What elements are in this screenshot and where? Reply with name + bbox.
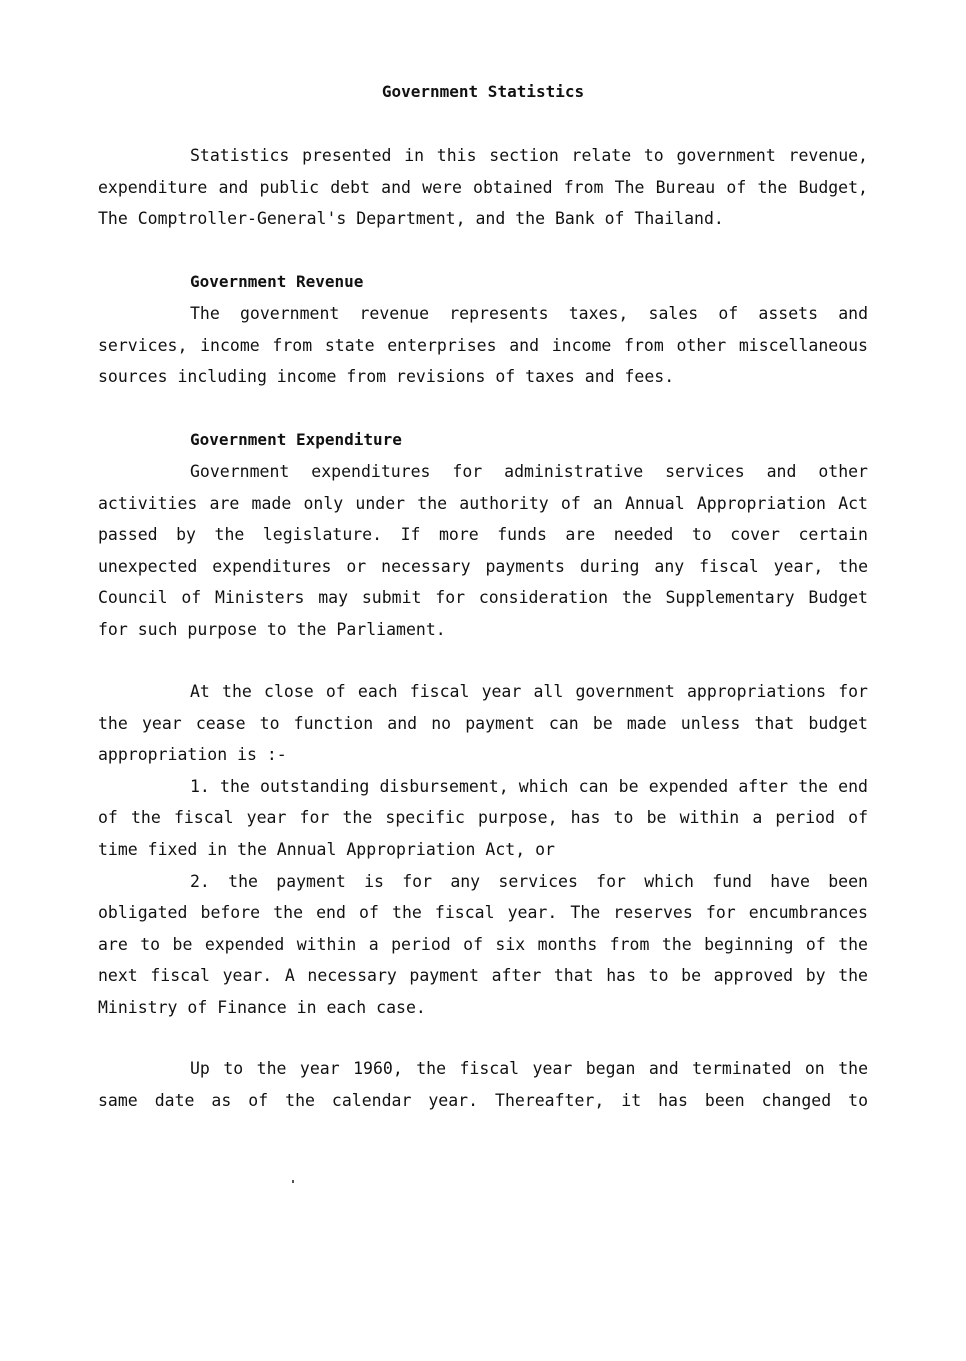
appropriations-paragraph-block [98,676,868,1024]
fiscal-year-paragraph-block [98,1053,868,1116]
intro-paragraph: Statistics presented in this section relate to government revenue, expenditure and public debt and were obtained from The Bureau of the Budget, The Comptroller-General's Department, and the Bank of Thailand. [98,146,868,229]
intro-paragraph-block [98,140,868,235]
revenue-paragraph-block [98,298,868,393]
list-item-2: 2. the payment is for any services for which fund have been obligated before the end of the fiscal year. The reserves for encumbrances are to be expended within a period of six months from the beginning of the next fiscal year. A necessary payment after that has to be approved by the Ministry of Finance in each case. [98,871,868,1017]
expenditure-paragraph-block [98,456,868,646]
scan-speck [292,1180,294,1183]
expenditure-paragraph: Government expenditures for administrative services and other activities are made only under the authority of an Annual Appropriation Act passed by the legislature. If more funds are needed to cover certain unexpected expenditures or necessary payments during any fiscal year, the Council of Ministers may submit for consideration the Supplementary Budget for such purpose to the Parliament. [98,462,868,639]
page-title: Government Statistics [381,82,585,101]
list-item-1: 1. the outstanding disbursement, which can be expended after the end of the fiscal year for the specific purpose, has to be within a period of time fixed in the Annual Appropriation Act, or [98,776,868,859]
appropriations-paragraph: At the close of each fiscal year all government appropriations for the year cease to function and no payment can be made unless that budget appropriation is :- [98,682,868,765]
expenditure-heading: Government Expenditure [190,430,402,449]
revenue-heading: Government Revenue [190,272,364,291]
revenue-paragraph: The government revenue represents taxes, sales of assets and services, income from state enterprises and income from other miscellaneous sources including income from revisions of taxes and fees. [98,304,868,387]
fiscal-year-paragraph: Up to the year 1960, the fiscal year began and terminated on the same date as of the calendar year. Thereafter, it has been changed to [98,1059,868,1110]
